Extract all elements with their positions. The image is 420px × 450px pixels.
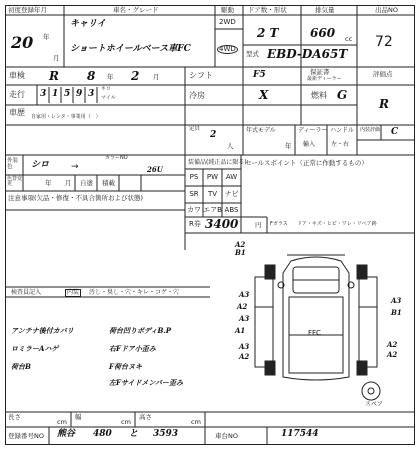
- inner-score-label: 内装評価: [360, 127, 381, 133]
- capacity-value: 2: [210, 130, 217, 140]
- color-arrow: →: [71, 162, 79, 172]
- comment-8: 歪み: [169, 378, 183, 387]
- equipment-label: 装備品(純正品に限る): [188, 159, 247, 166]
- shaken-era: R: [49, 69, 59, 83]
- inspector-interior-items: 汚し・臭し・穴・キレ・コゲ・穴: [89, 289, 179, 296]
- mileage-digit-5: 3: [88, 89, 95, 99]
- diag-code-1: A2: [235, 240, 246, 249]
- mileage-digit-3: 5: [64, 89, 71, 99]
- color-label: 外装色: [7, 158, 19, 170]
- capacity-unit: 人: [227, 142, 234, 150]
- warranty-sub: 最新ディーラー: [307, 76, 342, 82]
- shift-value: F5: [253, 70, 266, 80]
- model-label: 型式: [246, 50, 259, 58]
- comment-1: アンテナ後付カバリ: [11, 326, 74, 335]
- equip-aw: AW: [225, 173, 238, 181]
- color-change-year: 年: [45, 179, 52, 187]
- diag-code-7: A3: [239, 342, 250, 351]
- comment-2: 荷台凹りボディB.P: [109, 326, 172, 335]
- drive-alt: 4WD: [219, 45, 236, 53]
- length-unit: cm: [57, 418, 67, 426]
- mileage-digit-1: 3: [40, 89, 47, 99]
- length-label: 長さ: [8, 413, 21, 421]
- inner-score-value: C: [391, 127, 399, 137]
- equip-navi: ナビ: [224, 190, 239, 198]
- warranty-label: 保証書: [310, 68, 330, 76]
- height-label: 高さ: [139, 413, 152, 421]
- shift-label: シフト: [189, 71, 213, 80]
- diag-spare-label: スペア: [365, 401, 384, 408]
- equip-sr: SR: [189, 190, 199, 198]
- aircon-value: X: [259, 88, 269, 102]
- diag-code-5: A3: [239, 314, 250, 323]
- vehicle-diagram: [221, 237, 411, 409]
- chassis-value: 117544: [281, 429, 319, 439]
- annual-unit: 年: [285, 142, 292, 150]
- first-reg-label: 初度登録年月: [8, 6, 47, 14]
- width-unit: cm: [121, 418, 131, 426]
- equip-ps: PS: [189, 173, 199, 181]
- displacement-value: 660: [310, 26, 336, 40]
- glass-sub: ドア・キズ・ヒビ・ワレ・リペア跡: [297, 221, 377, 227]
- history-sub: 自家用・レンタ・事業用（ ）: [31, 114, 101, 120]
- reg-class: 480: [93, 429, 112, 439]
- diag-code-10: B1: [391, 308, 402, 317]
- comment-4: 右Fドア小歪み: [109, 344, 156, 353]
- height-unit: cm: [191, 418, 201, 426]
- recycle-label: R券: [189, 220, 201, 228]
- equip-tv: TV: [207, 190, 218, 198]
- equip-pw: PW: [206, 173, 219, 181]
- drive-value: 2WD: [219, 18, 236, 26]
- inspector-interior: 内装: [67, 289, 80, 296]
- chassis-label: 車台NO: [215, 432, 238, 440]
- history-label: 車歴: [9, 108, 25, 117]
- color-code-value: 26U: [147, 165, 163, 174]
- door-value: 2 T: [257, 26, 279, 40]
- reg-number: 3593: [153, 429, 179, 439]
- inspector-label: 検査員記入: [11, 289, 42, 296]
- first-reg-year: 20: [11, 33, 34, 52]
- model-value: EBD-DA65T: [267, 47, 348, 61]
- diag-code-9: A3: [391, 296, 402, 305]
- fuel-label: 燃料: [311, 91, 327, 100]
- diag-code-3: A3: [239, 290, 250, 299]
- diag-code-2: B1: [235, 248, 246, 257]
- reg-kana: と: [129, 429, 139, 439]
- reg-area: 熊谷: [57, 429, 76, 439]
- glass-label: Fガラス: [270, 221, 288, 227]
- handle-label: ハンドル: [330, 127, 355, 134]
- diag-code-12: A2: [387, 350, 398, 359]
- lot-label: 出品NO: [375, 6, 398, 14]
- score-label: 評価点: [373, 70, 393, 78]
- aircon-label: 冷房: [189, 91, 205, 100]
- color-outer-value: シロ: [31, 160, 50, 170]
- shaken-year-unit: 年: [107, 73, 114, 81]
- mileage-unit-km: キロ: [101, 86, 112, 92]
- color-change-tsumi: 積載: [102, 179, 115, 187]
- displacement-unit: cc: [345, 35, 353, 43]
- mileage-digit-4: 9: [76, 89, 83, 99]
- color-change-month: 月: [65, 179, 72, 187]
- diag-code-4: A2: [237, 302, 248, 311]
- color-change-label: 色替変更: [7, 176, 23, 187]
- equip-leather: カワ: [187, 206, 201, 214]
- selling-point-label: セールスポイント（正常に作動するもの）: [245, 159, 368, 167]
- equip-airbag: エアB: [203, 206, 222, 214]
- recycle-value: 3400: [205, 217, 239, 231]
- car-name: キャリイ: [70, 19, 106, 29]
- comment-7: 左Fサイドメンバー: [109, 378, 169, 387]
- notes-label: 注意事項(欠品・修復・不具合箇所および状態): [8, 194, 144, 202]
- capacity-label: 定員: [189, 126, 201, 132]
- diag-code-6: A1: [235, 326, 246, 335]
- displacement-label: 排気量: [315, 6, 335, 14]
- first-reg-month-unit: 月: [53, 54, 60, 62]
- comment-5: 荷台B: [11, 362, 31, 371]
- diag-code-11: A2: [387, 340, 398, 349]
- equip-abs: ABS: [224, 206, 239, 214]
- first-reg-year-unit: 年: [43, 33, 50, 41]
- shaken-label: 車検: [9, 71, 25, 80]
- annual-label: 年式モデル: [246, 127, 276, 134]
- dealer-label: ディーラー: [298, 127, 328, 134]
- score-value: R: [379, 97, 389, 111]
- reg-label: 登録番号NO: [8, 432, 44, 440]
- color-code-label: カラーNO: [105, 155, 128, 161]
- fuel-value: G: [337, 88, 348, 102]
- color-change-self: 自塗: [80, 179, 93, 187]
- recycle-unit: 円: [255, 221, 262, 229]
- grade: ショートホイールベース車FC: [70, 44, 191, 54]
- door-label: ドア数・形状: [248, 6, 287, 14]
- comment-6: F荷台ヌキ: [109, 362, 142, 371]
- drive-label: 駆動: [221, 6, 234, 14]
- diag-center-mark: FFC: [308, 329, 321, 337]
- lot-value: 72: [375, 34, 393, 50]
- car-name-label: 車名・グレード: [113, 6, 159, 14]
- shaken-month-unit: 月: [153, 73, 160, 81]
- inspection-sheet: [5, 5, 415, 445]
- dealer-sub: 輸入: [303, 141, 316, 148]
- diag-code-8: A2: [239, 352, 250, 361]
- shaken-month: 2: [131, 69, 140, 83]
- shaken-year: 8: [87, 69, 96, 83]
- handle-value: 左・右: [331, 141, 350, 148]
- mileage-label: 走行: [9, 90, 25, 99]
- mileage-unit-mile: マイル: [101, 95, 116, 101]
- width-label: 幅: [75, 413, 82, 421]
- mileage-digit-2: 1: [52, 89, 59, 99]
- comment-3: ロミラーAハゲ: [11, 344, 59, 353]
